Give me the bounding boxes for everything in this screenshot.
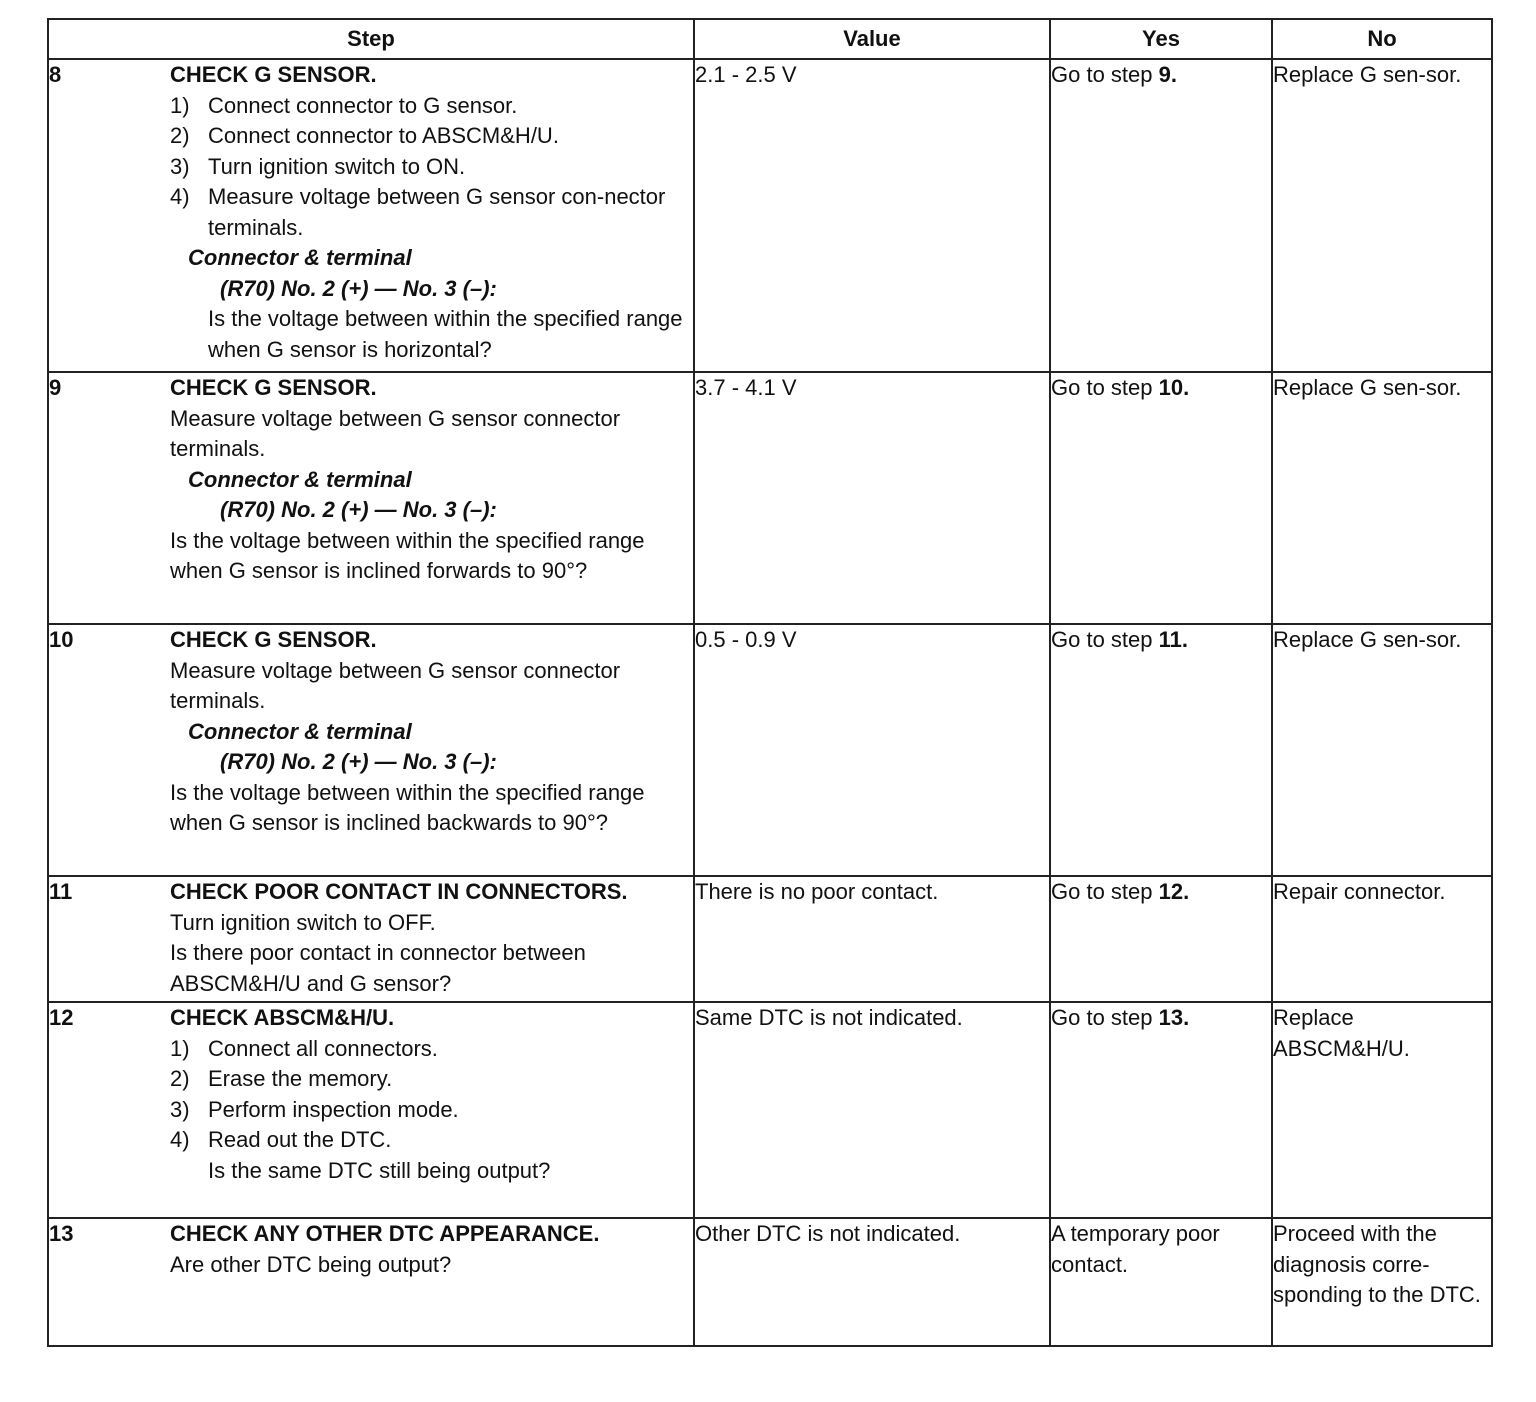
no-cell: Repair connector. bbox=[1272, 876, 1492, 1002]
header-no: No bbox=[1272, 19, 1492, 59]
table-row bbox=[48, 876, 1492, 1002]
table-row bbox=[48, 1002, 1492, 1218]
yes-step-link: 11. bbox=[1158, 627, 1188, 652]
step-cell bbox=[170, 1218, 694, 1346]
value-cell: Other DTC is not indicated. bbox=[694, 1218, 1050, 1346]
step-title: CHECK G SENSOR. bbox=[170, 375, 377, 400]
yes-cell: Go to step 12. bbox=[1050, 876, 1272, 1002]
table-row bbox=[48, 1218, 1492, 1346]
step-number: 13 bbox=[48, 1218, 170, 1346]
yes-cell: A temporary poor contact. bbox=[1050, 1218, 1272, 1346]
step-number: 8 bbox=[48, 59, 170, 372]
header-value: Value bbox=[694, 19, 1050, 59]
no-cell: Replace G sen-sor. bbox=[1272, 624, 1492, 876]
step-title: CHECK G SENSOR. bbox=[170, 627, 377, 652]
diagnostic-table bbox=[47, 18, 1493, 1347]
step-number: 11 bbox=[48, 876, 170, 1002]
terminal-spec: (R70) No. 2 (+) — No. 3 (–): bbox=[220, 497, 497, 522]
yes-cell: Go to step 13. bbox=[1050, 1002, 1272, 1218]
table-row bbox=[48, 624, 1492, 876]
step-title: CHECK POOR CONTACT IN CONNECTORS. bbox=[170, 879, 628, 904]
substep-list bbox=[170, 91, 693, 244]
step-title: CHECK G SENSOR. bbox=[170, 62, 377, 87]
terminal-spec: (R70) No. 2 (+) — No. 3 (–): bbox=[220, 275, 497, 301]
step-title: CHECK ANY OTHER DTC APPEARANCE. bbox=[170, 1221, 600, 1246]
value-cell: 3.7 - 4.1 V bbox=[694, 372, 1050, 624]
table-header-row bbox=[48, 19, 1492, 59]
terminal-spec: (R70) No. 2 (+) — No. 3 (–): bbox=[220, 749, 497, 774]
yes-step-link: 10. bbox=[1158, 375, 1190, 400]
step-description: Measure voltage between G sensor connector terminals. bbox=[170, 657, 621, 713]
substep: 1) Connect connector to G sensor. bbox=[170, 92, 518, 118]
yes-step-link: 12. bbox=[1158, 879, 1190, 904]
substep: 2) Erase the memory. bbox=[170, 1066, 393, 1091]
table-row bbox=[48, 372, 1492, 624]
step-cell bbox=[170, 372, 694, 624]
step-cell bbox=[170, 876, 694, 1002]
substep-list bbox=[170, 1034, 693, 1156]
step-cell bbox=[170, 1002, 694, 1218]
yes-cell: Go to step 9. bbox=[1050, 59, 1272, 372]
step-cell bbox=[170, 59, 694, 372]
step-cell bbox=[170, 624, 694, 876]
substep: 3) Perform inspection mode. bbox=[170, 1096, 459, 1122]
substep: 2) Connect connector to ABSCM&H/U. bbox=[170, 123, 559, 148]
step-description: Measure voltage between G sensor connector terminals. bbox=[170, 405, 621, 461]
no-cell: Replace G sen-sor. bbox=[1272, 372, 1492, 624]
step-description: Turn ignition switch to OFF. bbox=[170, 909, 436, 935]
header-step: Step bbox=[48, 19, 694, 59]
step-question: Is the voltage between within the specified range when G sensor is horizontal? bbox=[208, 306, 683, 362]
value-cell: Same DTC is not indicated. bbox=[694, 1002, 1050, 1218]
yes-cell: Go to step 11. bbox=[1050, 624, 1272, 876]
connector-label: Connector & terminal bbox=[188, 245, 412, 270]
step-number: 10 bbox=[48, 624, 170, 876]
substep: 3) Turn ignition switch to ON. bbox=[170, 153, 466, 179]
step-question: Are other DTC being output? bbox=[170, 1251, 452, 1277]
step-title: CHECK ABSCM&H/U. bbox=[170, 1005, 395, 1030]
substep: 1) Connect all connectors. bbox=[170, 1035, 438, 1061]
substep: 4) Read out the DTC. bbox=[170, 1127, 392, 1152]
no-cell: Replace G sen-sor. bbox=[1272, 59, 1492, 372]
step-question: Is there poor contact in connector between ABSCM&H/U and G sensor? bbox=[170, 940, 586, 996]
step-number: 12 bbox=[48, 1002, 170, 1218]
header-yes: Yes bbox=[1050, 19, 1272, 59]
value-cell: There is no poor contact. bbox=[694, 876, 1050, 1002]
step-question: Is the same DTC still being output? bbox=[208, 1157, 551, 1183]
no-cell: Replace ABSCM&H/U. bbox=[1272, 1002, 1492, 1218]
table-row bbox=[48, 59, 1492, 372]
connector-label: Connector & terminal bbox=[188, 718, 412, 744]
connector-label: Connector & terminal bbox=[188, 466, 412, 492]
no-cell: Proceed with the diagnosis corre-sponding to the DTC. bbox=[1272, 1218, 1492, 1346]
step-question: Is the voltage between within the specified range when G sensor is inclined backwards to 90°? bbox=[170, 779, 645, 835]
yes-step-link: 9. bbox=[1158, 62, 1177, 87]
substep: 4) Measure voltage between G sensor con-nector terminals. bbox=[170, 184, 666, 240]
step-number: 9 bbox=[48, 372, 170, 624]
value-cell: 2.1 - 2.5 V bbox=[694, 59, 1050, 372]
step-question: Is the voltage between within the specified range when G sensor is inclined forwards to 90°? bbox=[170, 527, 645, 583]
value-cell: 0.5 - 0.9 V bbox=[694, 624, 1050, 876]
yes-cell: Go to step 10. bbox=[1050, 372, 1272, 624]
yes-step-link: 13. bbox=[1158, 1005, 1190, 1030]
